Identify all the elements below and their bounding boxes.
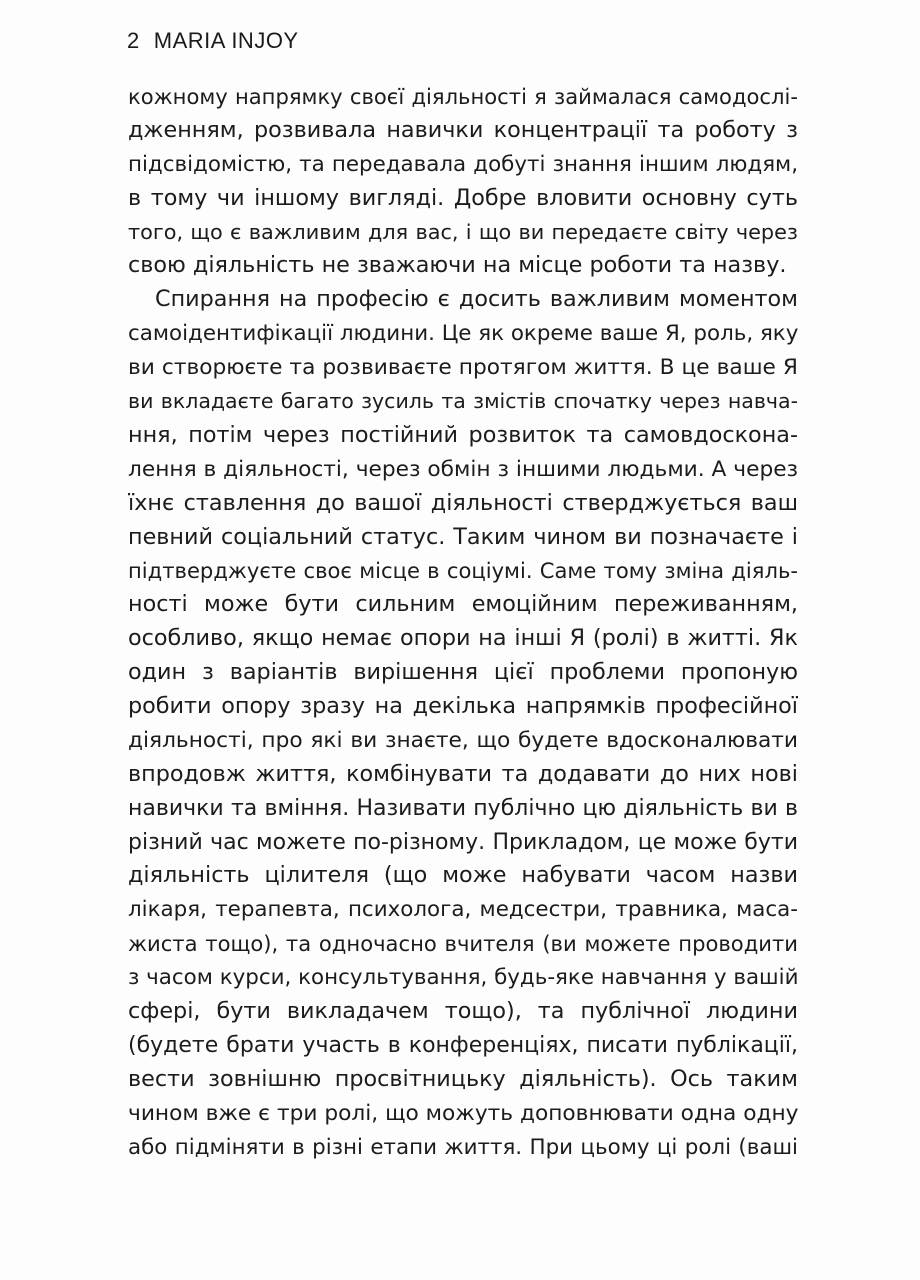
text-line: чином вже є три ролі, що можуть доповнювати одна одну (128, 1100, 798, 1126)
text-line: або підміняти в різні етапи життя. При цьому ці ролі (ваші (128, 1134, 798, 1160)
text-line: особливо, якщо немає опори на інші Я (ролі) в житті. Як (128, 625, 798, 652)
text-line: робити опору зразу на декілька напрямків професійної (128, 693, 798, 720)
text-line: підтверджуєте своє місце в соціумі. Саме тому зміна діяль- (128, 558, 798, 584)
text-line: ви вкладаєте багато зусиль та змістів спочатку через навча- (128, 389, 798, 414)
text-line: вести зовнішню просвітницьку діяльність). Ось таким (128, 1065, 798, 1092)
text-line: діяльність цілителя (що може набувати часом назви (128, 862, 798, 889)
text-line: сфері, бути викладачем тощо), та публічної людини (128, 998, 798, 1025)
text-line: Спирання на професію є досить важливим моментом (155, 286, 798, 313)
text-line: їхнє ставлення до вашої діяльності стверджується ваш (128, 489, 798, 516)
body-text (128, 80, 798, 1165)
author-name: MARIA INJOY (153, 28, 299, 53)
text-line: жиста тощо), та одночасно вчителя (ви можете проводити (128, 931, 798, 957)
text-line: навички та вміння. Називати публічно цю діяльність ви в (128, 795, 798, 821)
text-line: свою діяльність не зважаючи на місце роботи та назву. (128, 252, 787, 279)
text-line: (будете брати участь в конференціях, писати публікації, (128, 1032, 798, 1058)
text-line: дженням, розвивала навички концентрації та роботу з (128, 116, 798, 143)
paragraph-1 (128, 80, 798, 283)
text-line: різний час можете по-різному. Прикладом, це може бути (128, 829, 798, 855)
text-line: лення в діяльності, через обмін з іншими людьми. А через (128, 456, 798, 482)
text-line: кожному напрямку своєї діяльності я займалася самодослі- (128, 84, 798, 109)
text-line: того, що є важливим для вас, і що ви передаєте світу через (128, 219, 798, 244)
text-line: один з варіантів вирішення цієї проблеми пропоную (128, 659, 798, 686)
page-number: 2 (127, 28, 140, 53)
text-line: ності може бути сильним емоційним переживанням, (128, 591, 798, 618)
text-line: підсвідомістю, та передавала добуті знання іншим людям, (128, 151, 798, 177)
running-head (127, 28, 299, 54)
text-line: лікаря, терапевта, психолога, медсестри, травника, маса- (128, 897, 798, 923)
text-line: впродовж життя, комбінувати та додавати до них нові (128, 760, 798, 787)
paragraph-2 (128, 283, 798, 1164)
text-line: ння, потім через постійний розвиток та самовдоскона- (128, 421, 798, 448)
text-line: ви створюєте та розвиваєте протягом життя. В це ваше Я (128, 355, 798, 381)
text-line: діяльності, про які ви знаєте, що будете вдосконалювати (128, 727, 798, 753)
text-line: самоідентифікації людини. Це як окреме ваше Я, роль, яку (128, 321, 798, 347)
text-line: певний соціальний статус. Таким чином ви позначаєте і (128, 523, 798, 550)
text-line: в тому чи іншому вигляді. Добре вловити основну суть (128, 184, 798, 211)
text-line: з часом курси, консультування, будь-яке навчання у вашій (128, 965, 798, 991)
